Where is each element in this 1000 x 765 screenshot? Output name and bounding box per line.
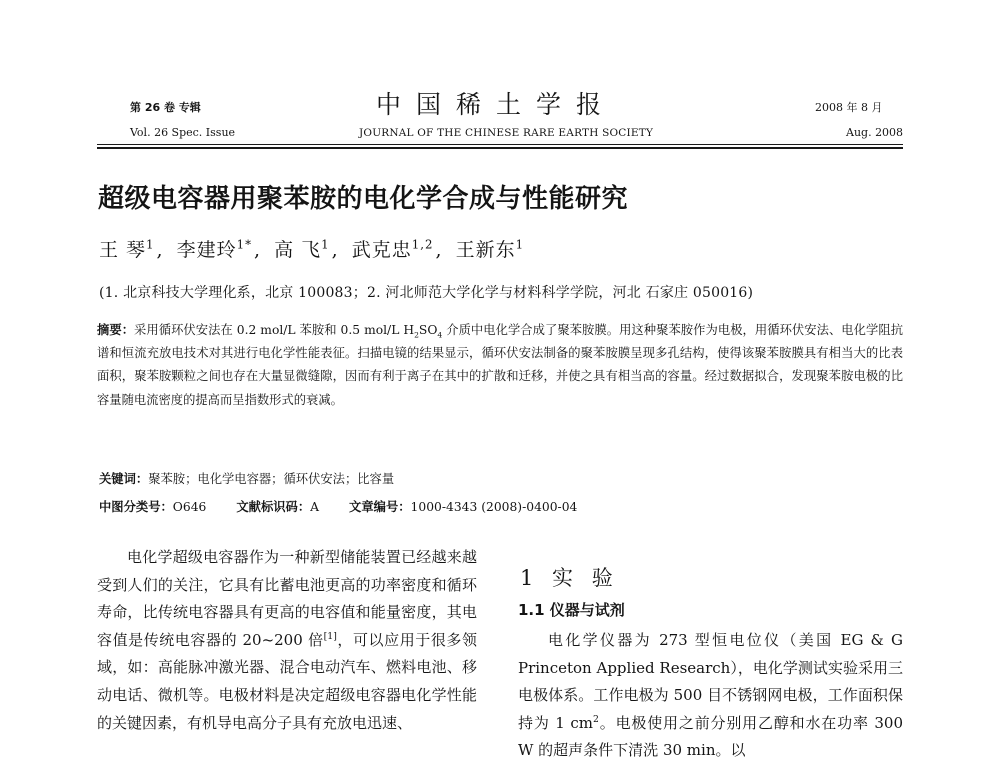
affiliation: (1. 北京科技大学理化系，北京 100083；2. 河北师范大学化学与材料科学学院，河北 石家庄 050016) — [99, 285, 754, 301]
keywords-label: 关键词： — [99, 472, 149, 486]
volume-en: Vol. 26 Spec. Issue — [130, 126, 236, 139]
author-affil-mark: 1 — [515, 237, 525, 252]
body-left-column — [97, 544, 477, 737]
article-title: 超级电容器用聚苯胺的电化学合成与性能研究 — [98, 184, 629, 214]
doc-code-label: 文献标识码： — [236, 500, 311, 514]
author-list: 王 琴$^1$ , 李建玲$^{1*}$ , 高 飞$^1$ , 武克忠$^{1,2}$ , 王新东$^1$ — [99, 237, 525, 261]
intro-paragraph — [97, 544, 477, 737]
abstract-sub: 2 — [414, 330, 419, 340]
header-rule-thick — [97, 147, 903, 149]
body-right-column — [518, 627, 903, 765]
section-heading-1-1: 1.1 仪器与试剂 — [518, 601, 625, 619]
abstract-label: 摘要： — [97, 323, 135, 337]
author-affil-mark: 1,2 — [411, 237, 434, 252]
article-number-value: 1000-4343 (2008)-0400-04 — [410, 500, 578, 514]
keywords-text: 聚苯胺；电化学电容器；循环伏安法；比容量 — [148, 472, 395, 486]
unit-superscript: 2 — [593, 713, 599, 725]
author-name: 李建玲 — [176, 239, 237, 261]
article-number-label: 文章编号： — [349, 500, 411, 514]
abstract-text-post: 介质中电化学合成了聚苯胺膜。用这种聚苯胺作为电极，用循环伏安法、电化学阻抗谱和恒流充放电技术对其进行电化学性能表征。扫描电镜的结果显示，循环伏安法制备的聚苯胺膜呈现多孔结构，使得该聚苯胺膜具有相当大的比表面积，聚苯胺颗粒之间也存在大量显微缝隙，因而有利于离子在其中的扩散和迁移，并使之具有相当高的容量。经过数据拟合，发现聚苯胺电极的比容量随电流密度的提高而呈指数形式的衰减。 — [97, 323, 903, 407]
author-affil-mark: 1 — [321, 237, 330, 252]
date-en: Aug. 2008 — [846, 126, 904, 139]
volume-cn: 第 26 卷 专辑 — [130, 101, 201, 114]
author-name: 王新东 — [455, 239, 516, 261]
author-affil-mark: 1* — [236, 237, 253, 252]
section-heading-1: 1 实 验 — [520, 566, 619, 590]
journal-title-en: JOURNAL OF THE CHINESE RARE EARTH SOCIETY — [359, 127, 654, 139]
author-name: 武克忠 — [351, 239, 412, 261]
citation-ref: [1] — [323, 630, 337, 642]
date-cn: 2008 年 8 月 — [815, 101, 883, 114]
author-affil-mark: 1 — [146, 237, 155, 252]
intro-text-b: ，可以应用于很多领域，如：高能脉冲激光器、混合电动汽车、燃料电池、移动电话、微机等。电极材料是决定超级电容器电化学性能的关键因素，有机导电高分子具有充放电迅速、 — [97, 630, 477, 732]
instrument-paragraph — [518, 627, 903, 765]
keywords — [99, 469, 394, 487]
journal-title-cn: 中国稀土学报 — [376, 90, 617, 119]
classification-line — [99, 497, 577, 515]
intro-text-a: 电化学超级电容器作为一种新型储能装置已经越来越受到人们的关注，它具有比蓄电池更高的功率密度和循环寿命，比传统电容器具有更高的电容值和能量密度，其电容值是传统电容器的 20~200 倍 — [97, 548, 477, 649]
header-rule-thin — [97, 144, 903, 145]
abstract-sub: 4 — [437, 330, 443, 340]
abstract-text-pre: 采用循环伏安法在 0.2 mol/L 苯胺和 0.5 mol/L H — [134, 323, 415, 337]
clc-label: 中图分类号： — [99, 500, 173, 514]
abstract — [97, 319, 903, 412]
clc-value: O646 — [172, 500, 207, 514]
instrument-text-a: 电化学仪器为 273 型恒电位仪（美国 EG & G Princeton Applied Research），电化学测试实验采用三电极体系。工作电极为 500 目不锈钢网电极，工作面积保持为 1 cm — [518, 631, 903, 732]
author-name: 高 飞 — [274, 239, 322, 261]
instrument-text-b: 。电极使用之前分别用乙醇和水在功率 300 W 的超声条件下清洗 30 min。以 — [518, 713, 903, 760]
doc-code-value: A — [310, 500, 320, 514]
author-name: 王 琴 — [99, 239, 147, 261]
abstract-text-mid: SO — [418, 323, 438, 337]
